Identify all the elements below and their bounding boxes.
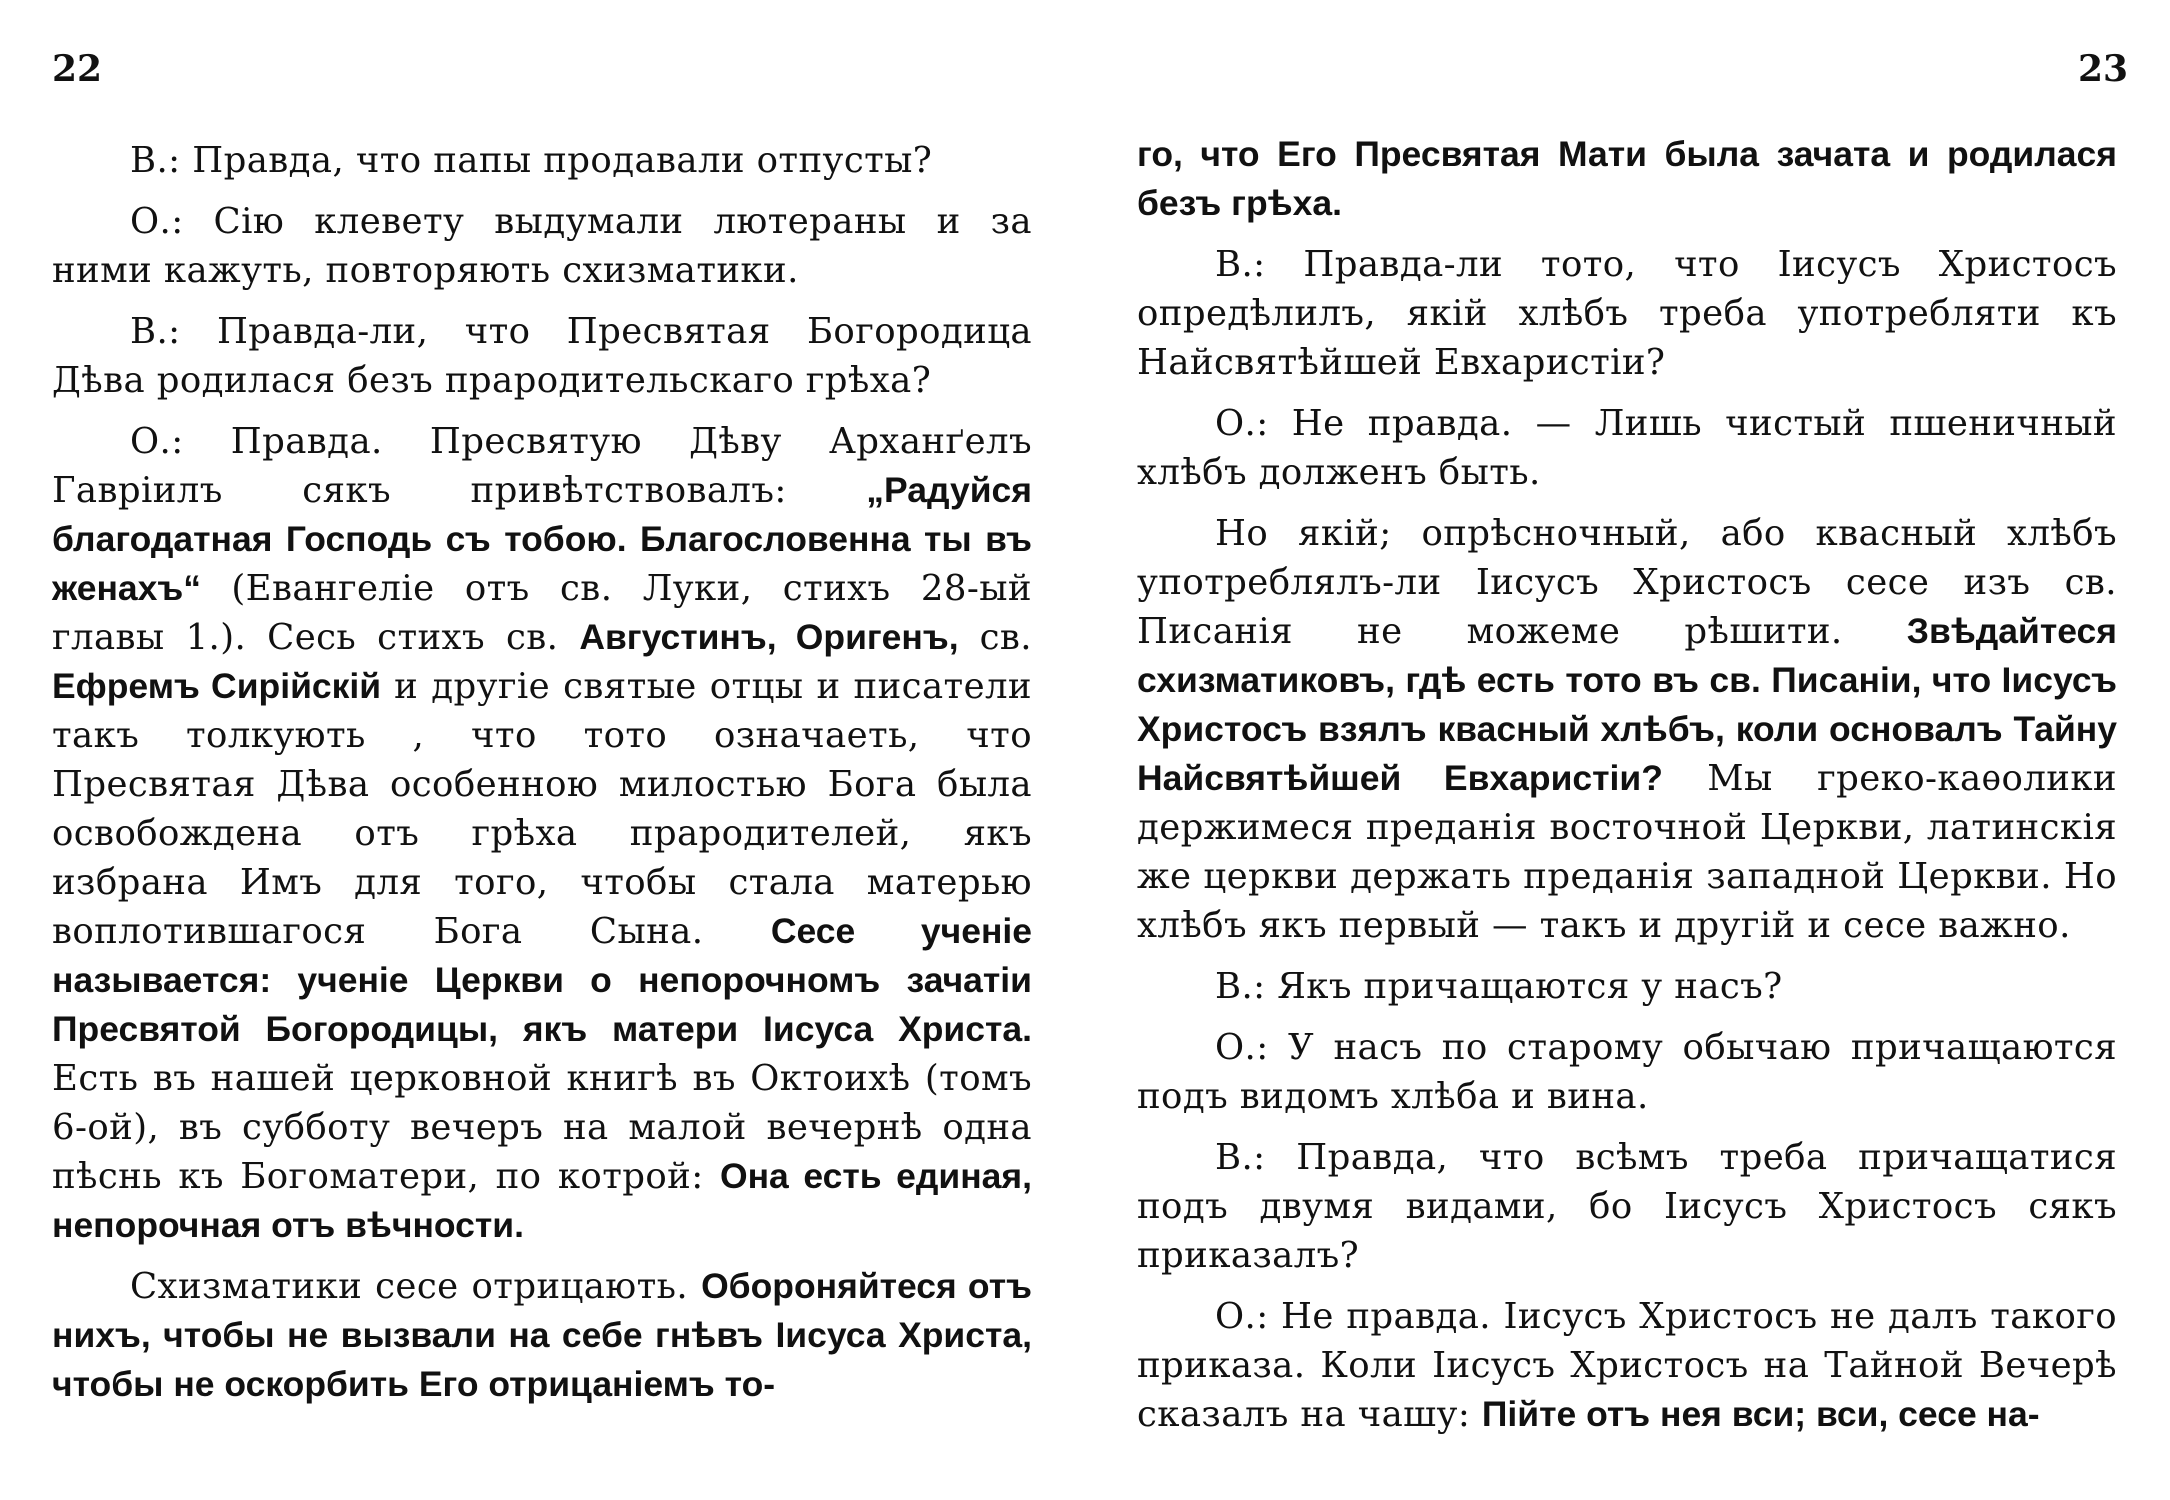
text-run: Мы греко-каѳолики держимеся преданія восточной Церкви, латинскія же церкви держать преданія западной Церкви. Но хлѣбъ якъ первый — такъ и другій и сесе важно. — [1137, 758, 2117, 946]
paragraph: О.: Не правда. — Лишь чистый пшеничный хлѣбъ долженъ быть. — [1137, 403, 2117, 493]
text-run: и другіе святые отцы и писатели такъ толкують , что тото означаеть, что Пресвятая Дѣва особенною милостью Бога была освобождена отъ грѣха прародителей, якъ избрана Имъ для того, чтобы стала матерью воплотившагося Бога Сына. — [52, 666, 1032, 952]
bold-text: Она есть единая, непорочная отъ вѣчности. — [52, 1156, 1033, 1245]
paragraph: В.: Правда-ли тото, что Іисусъ Христосъ опредѣлилъ, якій хлѣбъ треба употребляти къ Найсвятѣйшей Евхаристіи? — [1137, 244, 2117, 383]
bold-text: го, что Его Пресвятая Мати была зачата и родилася безъ грѣха. — [1137, 134, 2117, 223]
page-number-right: 23 — [2078, 48, 2129, 90]
left-page — [52, 136, 1032, 1421]
text-run: Есть въ нашей церковной книгѣ въ Октоихѣ (томъ 6-ой), въ субботу вечеръ на малой вечернѣ одна пѣснь къ Богоматери, по котрой: — [52, 1058, 1032, 1197]
text-run: (Евангеліе отъ св. Луки, стихъ 28-ый главы 1.). Сесь стихъ св. — [52, 568, 1032, 658]
text-run: О.: Правда. Пресвятую Дѣву Арханґелъ Гавріилъ сякъ привѣтствовалъ: — [52, 421, 1032, 511]
paragraph: В.: Правда, что всѣмъ треба причащатися подъ двумя видами, бо Іисусъ Христосъ сякъ приказалъ? — [1137, 1137, 2117, 1276]
bold-text: Ефремъ Сирійскій — [52, 666, 382, 706]
page-number-left: 22 — [52, 48, 103, 90]
paragraph: В.: Правда-ли, что Пресвятая Богородица Дѣва родилася безъ прародительскаго грѣха? — [52, 311, 1032, 401]
text-run: О.: Не правда. Іисусъ Христосъ не далъ такого приказа. Коли Іисусъ Христосъ на Тайной Вечерѣ сказалъ на чашу: — [1137, 1296, 2117, 1435]
paragraph: В.: Якъ причащаются у насъ? — [1215, 966, 1783, 1007]
paragraph — [52, 417, 1032, 1250]
paragraph — [1137, 130, 2117, 228]
text-run: св. — [958, 617, 1032, 658]
text-run: Схизматики сесе отрицають. — [130, 1266, 702, 1307]
bold-text: Августинъ, Оригенъ, — [579, 617, 959, 657]
paragraph — [1137, 1292, 2117, 1439]
bold-text: Обороняйтеся отъ нихъ, чтобы не вызвали на себе гнѣвъ Іисуса Христа, чтобы не оскорбить Его отрицаніемъ то- — [52, 1266, 1032, 1404]
bold-quote: „Радуйся благодатная Господь съ тобою. Благословенна ты въ женахъ“ — [52, 470, 1032, 608]
paragraph: В.: Правда, что папы продавали отпусты? — [130, 140, 933, 181]
bold-text: Пійте отъ нея вси; вси, сесе на- — [1481, 1394, 2040, 1434]
text-run: Но якій; опрѣсночный, або квасный хлѣбъ употреблялъ-ли Іисусъ Христосъ сесе изъ св. Писанія не можеме рѣшити. — [1137, 513, 2117, 652]
paragraph — [52, 1262, 1032, 1409]
right-page — [1137, 130, 2117, 1451]
paragraph — [1137, 509, 2117, 950]
bold-text: Звѣдайтеся схизматиковъ, гдѣ есть тото въ св. Писаніи, что Іисусъ Христосъ взялъ квасный хлѣбъ, коли основалъ Тайну Найсвятѣйшей Евхаристіи? — [1137, 611, 2117, 798]
paragraph: О.: У насъ по старому обычаю причащаются подъ видомъ хлѣба и вина. — [1137, 1027, 2117, 1117]
paragraph: О.: Сію клевету выдумали лютераны и за ними кажуть, повторяють схизматики. — [52, 201, 1032, 291]
bold-text: Сесе ученіе называется: ученіе Церкви о непорочномъ зачатіи Пресвятой Богородицы, якъ матери Іисуса Христа. — [52, 911, 1032, 1049]
